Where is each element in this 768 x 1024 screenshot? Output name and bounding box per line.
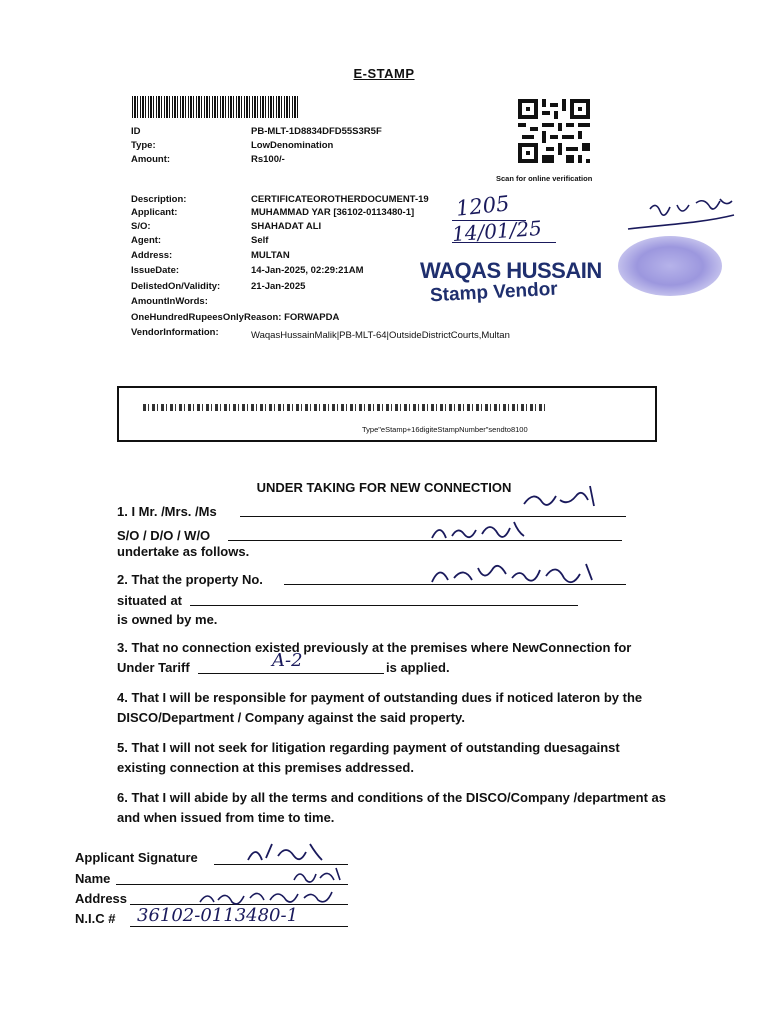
handwritten-name-urdu bbox=[520, 480, 604, 514]
tariff-value: A-2 bbox=[272, 650, 303, 671]
address-label: Address: bbox=[131, 250, 173, 261]
date-underline bbox=[452, 242, 556, 243]
type-value: LowDenomination bbox=[251, 140, 334, 151]
clause-3-suffix: is applied. bbox=[386, 660, 450, 675]
handwritten-father-name-urdu bbox=[426, 514, 530, 546]
amount-label: Amount: bbox=[131, 154, 171, 165]
issue-date-value: 14-Jan-2025, 02:29:21AM bbox=[251, 265, 364, 276]
clause-6-line-2: and when issued from time to time. bbox=[117, 810, 335, 825]
barcode bbox=[132, 96, 300, 118]
amount-words-reason: OneHundredRupeesOnlyReason: FORWAPDA bbox=[131, 312, 340, 323]
handwritten-serial: 1205 bbox=[454, 191, 511, 221]
id-label: ID bbox=[131, 126, 141, 137]
vendor-label: VendorInformation: bbox=[131, 327, 219, 338]
amount-words-label: AmountInWords: bbox=[131, 296, 208, 307]
stamp-seal bbox=[618, 236, 722, 296]
sms-instruction-text: Type"eStamp+16digiteStampNumber"sendto8100 bbox=[362, 425, 528, 434]
clause-3-tariff-label: Under Tariff bbox=[117, 660, 190, 675]
scan-verification-text: Scan for online verification bbox=[496, 174, 593, 183]
situated-at-label: situated at bbox=[117, 593, 183, 608]
clause-4-line-2: DISCO/Department / Company against the said property. bbox=[117, 710, 465, 725]
clause-1-name-label: 1. I Mr. /Mrs. /Ms bbox=[117, 504, 217, 519]
applicant-value: MUHAMMAD YAR [36102-0113480-1] bbox=[251, 207, 415, 218]
clause-4-line-1: 4. That I will be responsible for payment of outstanding dues if noticed lateron by the bbox=[117, 690, 643, 705]
vendor-stamp-name: WAQAS HUSSAIN bbox=[420, 258, 602, 283]
address-sign-label: Address bbox=[75, 891, 128, 906]
agent-value: Self bbox=[251, 235, 269, 246]
so-value: SHAHADAT ALI bbox=[251, 221, 322, 232]
nic-blank-line bbox=[130, 926, 348, 927]
urdu-signature-top-right bbox=[622, 195, 740, 235]
id-value: PB-MLT-1D8834DFD55S3R5F bbox=[251, 126, 382, 137]
type-label: Type: bbox=[131, 140, 156, 151]
clause-5-line-1: 5. That I will not seek for litigation regarding payment of outstanding duesagainst bbox=[117, 740, 620, 755]
nic-value: 36102-0113480-1 bbox=[137, 905, 299, 926]
clause-6-line-1: 6. That I will abide by all the terms and conditions of the DISCO/Company /department as bbox=[117, 790, 666, 805]
description-label: Description: bbox=[131, 194, 187, 205]
clause-2-property-label: 2. That the property No. bbox=[117, 572, 263, 587]
undertaking-heading: UNDER TAKING FOR NEW CONNECTION bbox=[256, 480, 512, 495]
clause-1-relation-label: S/O / D/O / W/O bbox=[117, 528, 211, 543]
so-label: S/O: bbox=[131, 221, 151, 232]
issue-date-label: IssueDate: bbox=[131, 265, 180, 276]
handwritten-date: 14/01/25 bbox=[451, 215, 543, 247]
validity-value: 21-Jan-2025 bbox=[251, 281, 306, 292]
handwritten-address-urdu bbox=[426, 556, 604, 590]
qr-code bbox=[518, 99, 590, 163]
relation-blank-line bbox=[228, 540, 622, 541]
agent-label: Agent: bbox=[131, 235, 162, 246]
document-title: E-STAMP bbox=[353, 66, 415, 81]
address-value: MULTAN bbox=[251, 250, 290, 261]
owned-text: is owned by me. bbox=[117, 612, 218, 627]
situated-blank-line bbox=[190, 605, 578, 606]
vendor-value: WaqasHussainMalik|PB-MLT-64|OutsideDistrictCourts,Multan bbox=[251, 330, 510, 341]
tariff-blank-line bbox=[198, 673, 384, 674]
name-label: Name bbox=[75, 871, 111, 886]
description-value: CERTIFICATEOROTHERDOCUMENT-19 bbox=[251, 194, 429, 205]
vendor-stamp-role: Stamp Vendor bbox=[429, 278, 559, 307]
applicant-label: Applicant: bbox=[131, 207, 178, 218]
clause-3-line-1: 3. That no connection existed previously at the premises where NewConnection for bbox=[117, 640, 632, 655]
handwritten-name-sign-urdu bbox=[290, 862, 346, 886]
amount-value: Rs100/- bbox=[251, 154, 285, 165]
clause-5-line-2: existing connection at this premises addressed. bbox=[117, 760, 414, 775]
urdu-instruction-text bbox=[143, 404, 548, 411]
undertake-text: undertake as follows. bbox=[117, 544, 250, 559]
validity-label: DelistedOn/Validity: bbox=[131, 281, 221, 292]
nic-label: N.I.C # bbox=[75, 911, 116, 926]
applicant-signature-label: Applicant Signature bbox=[75, 850, 198, 865]
